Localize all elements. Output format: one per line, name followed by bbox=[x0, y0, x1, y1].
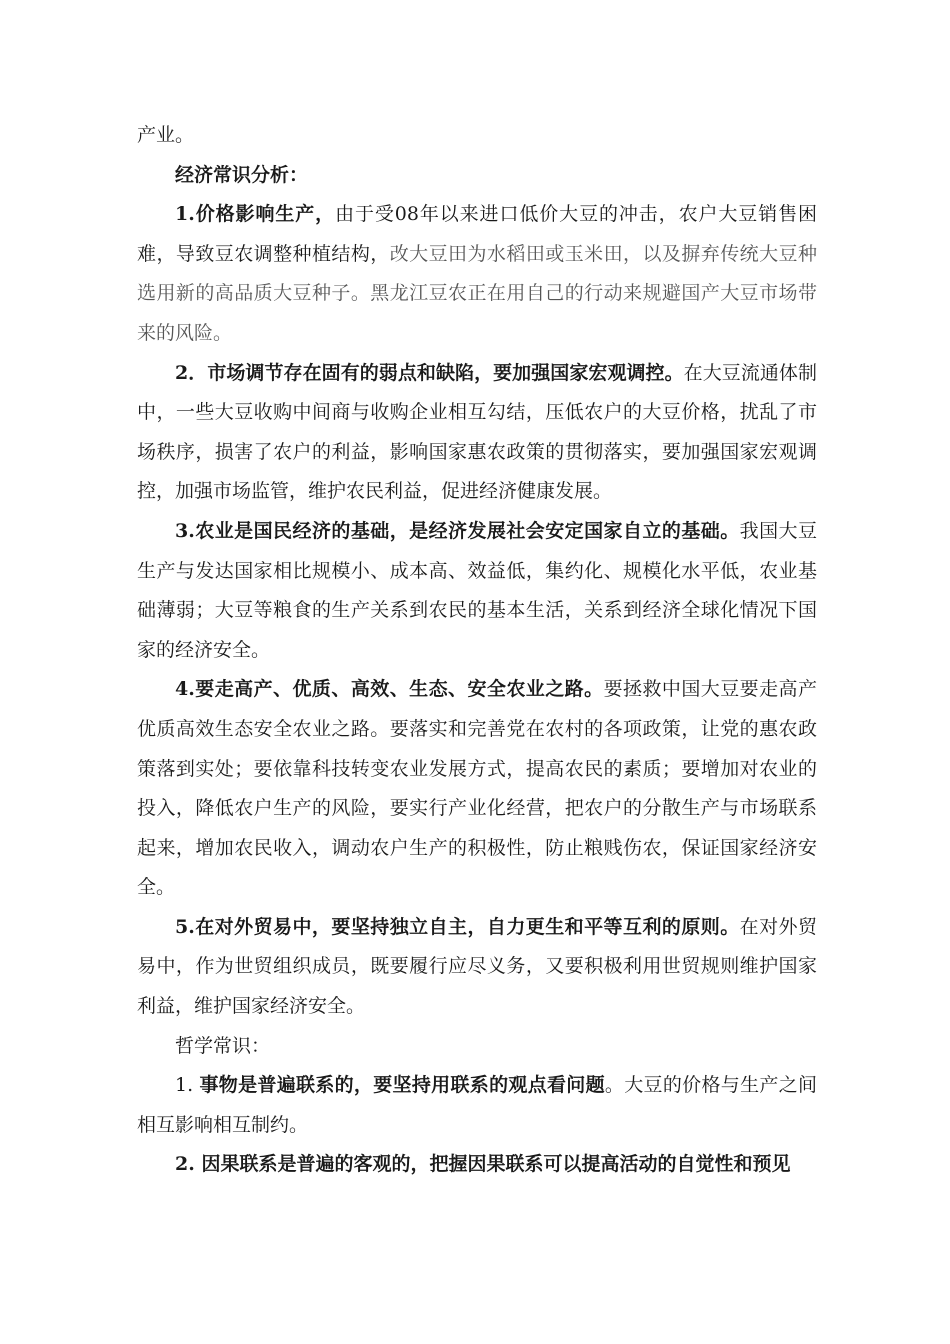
document-page bbox=[137, 116, 817, 1185]
point-body: 在对外贸易中，作为世贸组织成员，既要履行应尽义务，又要积极利用世贸规则维护国家利益，维护国家经济安全。 bbox=[137, 915, 817, 1018]
point-body: 由于受08年以来进口低价大豆的冲击，农户大豆销售困难，导致豆农调整种植结构， bbox=[137, 203, 817, 265]
heading-text: 经济常识分析： bbox=[175, 163, 309, 186]
paragraph-text: 产业。 bbox=[137, 124, 195, 146]
paragraph-point-4 bbox=[137, 670, 817, 908]
paragraph-continuation bbox=[137, 116, 817, 156]
paragraph-point-1 bbox=[137, 195, 817, 353]
paragraph-point-3 bbox=[137, 512, 817, 670]
point-body-gray: 改大豆田为水稻田或玉米田，以及摒弃传统大豆种选用新的高品质大豆种子。黑龙江豆农正在用自己的行动来规避国产大豆市场带来的风险。 bbox=[137, 242, 817, 344]
paragraph-point-5 bbox=[137, 908, 817, 1027]
paragraph-philosophy-2 bbox=[137, 1145, 817, 1185]
point-lead: 2．市场调节存在固有的弱点和缺陷，要加强国家宏观调控。 bbox=[175, 361, 684, 384]
point-lead: 5.在对外贸易中，要坚持独立自主，自力更生和平等互利的原则。 bbox=[175, 915, 740, 938]
point-body: 要拯救中国大豆要走高产优质高效生态安全农业之路。要落实和完善党在农村的各项政策，让党的惠农政策落到实处；要依靠科技转变农业发展方式，提高农民的素质；要增加对农业的投入，降低农户生产的风险，要实行产业化经营，把农户的分散生产与市场联系起来，增加农民收入，调动农户生产的积极性，防止粮贱伤农，保证国家经济安全。 bbox=[137, 678, 817, 899]
point-lead: 事物是普遍联系的，要坚持用联系的观点看问题 bbox=[199, 1074, 605, 1097]
point-body: 我国大豆生产与发达国家相比规模小、成本高、效益低，集约化、规模化水平低，农业基础薄弱；大豆等粮食的生产关系到农民的基本生活，关系到经济全球化情况下国家的经济安全。 bbox=[137, 519, 817, 661]
point-lead: 1.价格影响生产， bbox=[175, 203, 336, 226]
point-lead: 4.要走高产、优质、高效、生态、安全农业之路。 bbox=[175, 678, 604, 701]
paragraph-point-2 bbox=[137, 354, 817, 512]
paragraph-philosophy-1 bbox=[137, 1066, 817, 1145]
section-heading-economics bbox=[137, 156, 817, 196]
point-lead: 3.农业是国民经济的基础，是经济发展社会安定国家自立的基础。 bbox=[175, 519, 740, 542]
point-body: 。大豆的价格与生产之间相互影响相互制约。 bbox=[137, 1074, 817, 1136]
section-heading-philosophy bbox=[137, 1027, 817, 1067]
heading-text: 哲学常识： bbox=[175, 1034, 271, 1057]
point-lead: 2. 因果联系是普遍的客观的，把握因果联系可以提高活动的自觉性和预见 bbox=[175, 1153, 791, 1176]
point-body: 在大豆流通体制中，一些大豆收购中间商与收购企业相互勾结，压低农户的大豆价格，扰乱了市场秩序，损害了农户的利益，影响国家惠农政策的贯彻落实，要加强国家宏观调控，加强市场监管，维护农民利益，促进经济健康发展。 bbox=[137, 361, 817, 503]
point-number: 1. bbox=[175, 1074, 200, 1097]
